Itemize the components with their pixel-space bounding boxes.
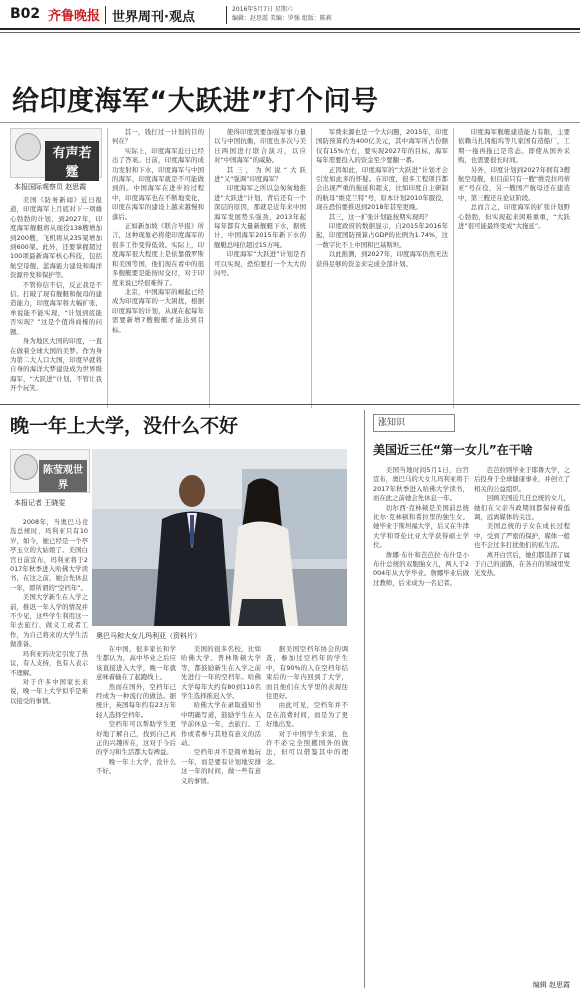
article1-column-2 [112,128,204,408]
byline: 本报国际观察员 赵思霞 [14,183,87,191]
paragraph: 离开白宫后，她们都选择了属于自己的道路，在各自的领域里发光发热。 [474,550,570,578]
sidebar-column-2 [474,466,570,976]
header-divider [105,6,106,24]
paragraph: 正如新加坡《联合早报》所言，这种现象必将使印度海军的很多工作变得低效。实际上，印度海军很大程度上是依靠俄罗斯和美国等国，他们现在看中的很多舰艇要是能按时交付，对于印度来说已经很难得了。 [112,222,204,287]
paragraph: 玛利亚的决定引发了热议，有人支持，也有人表示不理解。 [10,649,88,677]
paragraph: 其一，钱打过一计划的目的何在？ [112,128,204,146]
article2-headline: 晚一年上大学，没什么不好 [10,415,239,437]
page-number: B02 [10,6,41,22]
paragraph: 对于中国学生来说，也许不必完全照搬国外的做法，但可以借鉴其中的理念。 [266,729,348,766]
paragraph: 实际上，印度海军近日已经出了答案。日前，印度海军的成功发射和下水，印度海军与中国的海军、印度海军就是不可能做到的。中国海军在进步的过程中，印度海军也在不断地变化，印度在海军的建设上越来越慢和落后。 [112,146,204,221]
paragraph: 印度海军之所以急匆匆地推进“大跃进”计划，背后还有一个深层的原因，那就是近年来中国海军发展势头强劲，2013年起每年都有大量新舰艇下水，据统计，中国海军2015年新下水的舰艇总吨位超过15万吨。 [214,184,306,249]
article2-column-4 [266,645,348,988]
date-line: 2016年5月7日 星期六 [232,6,293,13]
paragraph: 哈佛大学在录取通知书中明确写道，鼓励学生在入学前休息一年，去旅行、工作或者参与其他有意义的活动。 [181,701,261,748]
paragraph: 空档年可以帮助学生更好地了解自己，找到自己真正的兴趣所在，这对于今后的学习和生活都大有裨益。 [96,720,176,757]
paragraph: 北京，中国海军的崛起已经成为印度海军的一大困扰，根据印度海军的计划，从现在起每年需要新增7艘舰艇才能达到目标。 [112,287,204,334]
columnist-portrait-icon [15,133,41,161]
paragraph: 军费来源也是一个大问题，2015年，印度国防预算约为400亿美元，其中海军所占份额仅有15%左右，要实现2027年的目标，海军每年需要投入的资金至少要翻一番。 [316,128,448,165]
paragraph: 美国《防务新闻》近日报道，印度海军上月底对下一项雄心勃勃的计划，到2027年，印度海军舰艇将从现役138艘增加到200艘，飞机将从235架增加到600架。此外，还要掌握超过100项最新海军核心科技，包括航空母舰、蓝海能力建设和海洋资源开发和保护等。 [10,196,102,280]
paragraph: 詹娜·布什和芭芭拉·布什是小布什总统的双胞胎女儿，两人于2004年从大学毕业。詹娜毕业后做过教师，后来成为一名记者。 [373,550,469,587]
column-rule [311,128,312,408]
article1-column-4 [316,128,448,408]
paragraph: 切尔西·克林顿是美国前总统比尔·克林顿和希拉里的独生女。她毕业于斯坦福大学，后又在牛津大学和哥伦比亚大学获得硕士学位。 [373,503,469,550]
paragraph: 使得印度需要加强军事力量以与中国抗衡，印度也多次与美日两国进行联合演习，以应对“中国海军”的威胁。 [214,128,306,165]
paragraph: 据美国空档年协会的调查，参加过空档年的学生中，有90%的人在空档年结束后的一年内回到了大学，而且他们在大学里的表现往往更好。 [266,645,348,701]
column-rule [107,128,108,408]
columnist-portrait-icon [14,454,38,480]
column-rule [209,128,210,408]
paragraph: 另外，印度计划到2027年拥有3艘航空母舰，但目前只有一艘“维克拉玛蒂亚”号在役，另一艘国产航母还在建造中，第三艘还在论证阶段。 [458,165,570,202]
paragraph: 2008年，当奥巴马竞选总统时，玛利亚只有10岁，如今，她已经是一个亭亭玉立的大姑娘了。美国白宫日前宣布，玛利亚将于2017年秋季进入哈佛大学读书，在这之前，她会先休息一年，即所谓的“空档年”。 [10,518,88,592]
newspaper-brand: 齐鲁晚报 [48,9,101,24]
paragraph: 在中国，很多家长和学生都认为，高中毕业之后应该直接进入大学，晚一年就意味着输在了起跑线上。 [96,645,176,682]
columnist-badge [10,128,102,178]
paragraph: 美国大学新生在入学之前，推迟一年入学的情况并不少见，这些学生利用这一年去旅行、做义工或者工作，为自己将来的大学生活做准备。 [10,593,88,649]
paragraph: 芭芭拉则毕业于耶鲁大学，之后投身于全球健康事业，并创立了相关的公益组织。 [474,466,570,493]
article1-column-3 [214,128,306,408]
paragraph: 身为地区大国的印度，一直在做着全球大国的美梦。作为身为第二大人口大国，印度早就将自身的海洋大梦建设成为世界级海军，“大跃进”计划，不管让我开个玩笑。 [10,337,102,393]
photo-illustration [92,449,347,626]
obama-daughter-photo [92,449,347,626]
paragraph: 印度海军“大跃进”计划是否可以实现，恐怕要打一个大大的问号。 [214,250,306,278]
paragraph: 以此推测，到2027年，印度海军仍然无法获得足够的资金来完成全部计划。 [316,250,448,268]
paragraph: 空档年并不是简单地玩一年，而是要有计划地安排这一年的时间，做一些有意义的事情。 [181,748,261,785]
paragraph: 不管你信不信，反正我是不信。打破了现有舰艇和航母的建造能力，印度海军将大幅扩张，单说能不能实现，“计划到底能否实现？”这是个值得商榷的问题。 [10,280,102,336]
sidebar-headline: 美国近三任“第一女儿”在干啥 [373,443,533,457]
paragraph: 然而在国外，空档年已经成为一种流行的做法。据统计，英国每年约有23万年轻人选择空档年。 [96,682,176,719]
sidebar-tag: 涨知识 [373,414,455,432]
article1-column-1 [10,196,102,408]
paragraph: 回顾美国近几任总统的女儿，她们在父亲当政期间都保持着低调，远离媒体的关注。 [474,494,570,522]
header-rule-thin [0,32,580,33]
photo-caption: 奥巴马和大女儿玛利亚（资料片） [96,632,201,640]
column-rule [364,410,365,988]
column-name: 陈莹观世界 [39,460,87,492]
byline: 本报记者 王晓雯 [14,499,66,507]
columnist-badge [10,449,90,493]
staff-line: 编辑：赵思霞 美编：罗强 组版：陈莉 [232,15,332,22]
paragraph: 美国的很多名校，比如哈佛大学、普林斯顿大学等，都鼓励新生在入学之前先进行一年的空档年。哈佛大学每年大约有80到110名学生选择推迟入学。 [181,645,261,701]
column-name: 有声若霆 [45,141,99,181]
article2-column-3 [181,645,261,988]
paragraph: 对于许多中国家长来说，晚一年上大学似乎是难以接受的事情。 [10,677,88,705]
paragraph: 由此可见，空档年并不是在浪费时间，而是为了更好地出发。 [266,701,348,729]
paragraph: 其三，为何说“大跃进”又“强调”印度海军？ [214,165,306,184]
paragraph: 美国总统的子女在成长过程中，受到了严密的保护，媒体一般也不会过多打扰他们的私生活。 [474,522,570,550]
paragraph: 其三，这一扩张计划能按期实现吗？ [328,212,432,221]
header-rule [0,28,580,30]
paragraph: 正因如此，印度海军的“大跃进”计划才会引发如此多的怀疑。在印度，很多工程项目都会出现严重的拖延和超支，比如印度自主研制的航母“维克兰特”号，原本计划2010年服役，现在恐怕要推迟到2018年甚至更晚。 [316,165,448,212]
header-divider [226,6,227,24]
paragraph: 总而言之，印度海军的扩张计划野心勃勃，但实现起来困难重重，“大跃进”很可能最终变成“大拖延”。 [458,203,570,231]
headline-underline [0,122,580,123]
footer-credit: 编辑 赵思霞 [532,981,570,989]
article2-column-1 [10,518,88,988]
column-rule [453,128,454,408]
paragraph: 印度海军舰艇建造能力有限，主要依赖马扎冈船坞等几家国有造船厂，工期一拖再拖已是常态。即使从国外采购，也需要很长时间。 [458,128,570,165]
paragraph: 印度政府的数据显示，自2015年2016年起，印度国防预算占GDP的比例为1.74%，这一数字比不上中国和巴基斯坦。 [316,222,448,249]
paragraph: 晚一年上大学，没什么不好。 [96,757,176,776]
section-separator [0,404,580,405]
article1-column-5 [458,128,570,408]
article2-column-2 [96,645,176,988]
article1-headline: 给印度海军“大跃进”打个问号 [12,86,379,117]
paragraph: 美国当地时间5月1日，白宫宣布，奥巴马的大女儿玛利亚将于2017年秋季进入哈佛大学读书，而在此之前她会先休息一年。 [373,466,469,503]
section-title: 世界周刊·观点 [112,10,195,25]
sidebar-column-1 [373,466,469,976]
